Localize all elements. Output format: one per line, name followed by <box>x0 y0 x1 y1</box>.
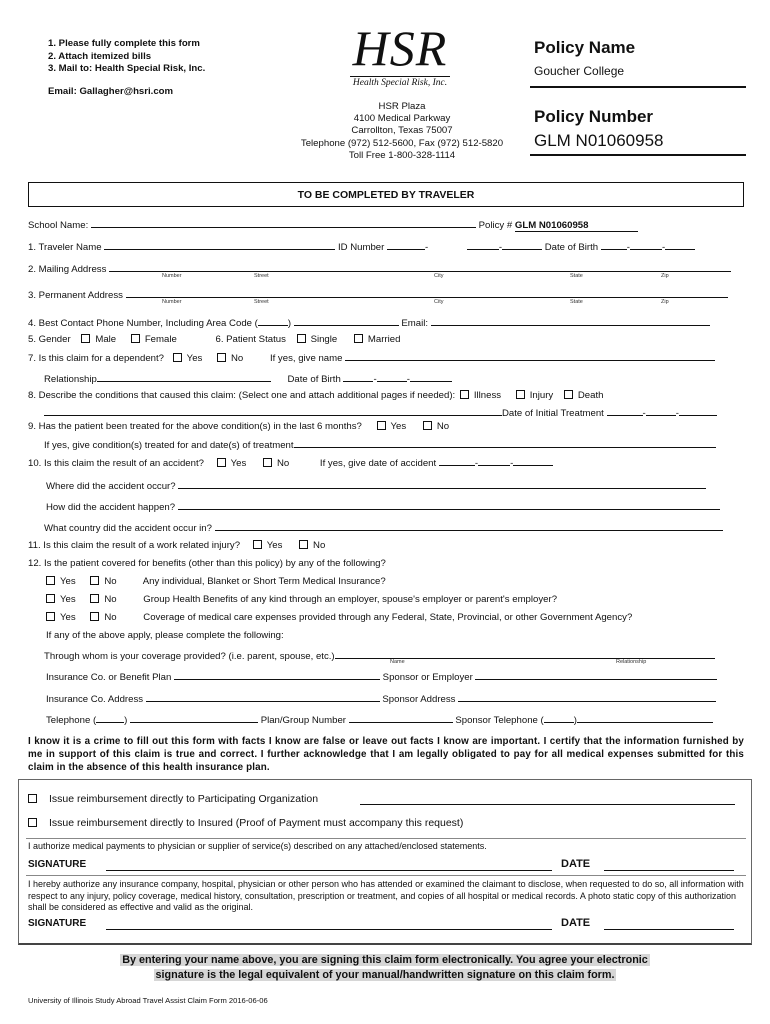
how-row <box>46 500 720 513</box>
if-yes-name-label: If yes, give name <box>269 353 343 364</box>
gender-label: 5. Gender <box>28 334 71 345</box>
phone-input[interactable] <box>294 316 399 326</box>
how-input[interactable] <box>178 500 720 510</box>
yes-label: Yes <box>266 540 283 551</box>
q11-row <box>28 540 325 551</box>
female-checkbox[interactable] <box>131 334 140 343</box>
policy-number-label: Policy Number <box>534 107 654 126</box>
policy-number-value: GLM N01060958 <box>534 131 664 150</box>
reimburse-org-label: Issue reimbursement directly to Participating Organization <box>49 793 319 805</box>
male-label: Male <box>95 334 117 345</box>
address-line: Toll Free 1-800-328-1114 <box>348 149 456 161</box>
insurance-addr-row <box>46 692 716 705</box>
address-line: HSR Plaza <box>378 101 426 112</box>
reimburse-org-row <box>28 793 318 805</box>
death-label: Death <box>577 390 604 401</box>
where-input[interactable] <box>178 479 706 489</box>
addr-sub-city: City <box>434 299 444 305</box>
yes-label: Yes <box>60 612 76 623</box>
insurance-co-input[interactable] <box>174 670 380 680</box>
dob-label: Date of Birth <box>544 242 599 253</box>
sponsor-phone-input[interactable] <box>577 713 713 723</box>
logo-text: HSR <box>352 20 448 76</box>
logo-subtitle: Health Special Risk, Inc. <box>352 78 448 88</box>
mailing-address-input[interactable] <box>109 262 731 272</box>
authorize-payment: I authorize medical payments to physician or supplier of service(s) described on any attached/enclosed statements. <box>28 841 487 851</box>
accident-day[interactable] <box>478 456 510 466</box>
school-name-label: School Name: <box>28 220 89 231</box>
address-line: Telephone (972) 512-5600, Fax (972) 512-5820 <box>300 137 504 149</box>
q12-item-text: Any individual, Blanket or Short Term Medical Insurance? <box>142 576 386 587</box>
addr-sub-state: State <box>570 273 583 279</box>
ins-phone-input[interactable] <box>130 713 258 723</box>
relationship-label: Relationship <box>44 374 97 385</box>
patient-status-label: 6. Patient Status <box>215 334 286 345</box>
relationship-input[interactable] <box>97 372 271 382</box>
date-label-2: DATE <box>561 917 591 929</box>
contact-email: Email: Gallagher@hsri.com <box>48 86 174 97</box>
electronic-line-2: signature is the legal equivalent of your manual/handwritten signature on this claim form. <box>155 969 615 981</box>
q12-item-1 <box>46 576 386 587</box>
sponsor-area-code[interactable] <box>544 713 574 723</box>
accident-month[interactable] <box>439 456 475 466</box>
married-label: Married <box>367 334 401 345</box>
accident-year[interactable] <box>513 456 553 466</box>
married-checkbox[interactable] <box>354 334 363 343</box>
permanent-address-row <box>28 288 728 301</box>
addr-sub-zip: Zip <box>661 273 669 279</box>
addr-sub-city: City <box>434 273 444 279</box>
dependent-name-input[interactable] <box>345 351 715 361</box>
policy-no-label: Policy # <box>478 220 513 231</box>
gender-row <box>28 334 400 345</box>
dependent-dob-month[interactable] <box>343 372 373 382</box>
how-label: How did the accident happen? <box>46 502 176 513</box>
male-checkbox[interactable] <box>81 334 90 343</box>
country-input[interactable] <box>215 521 723 531</box>
hsr-address <box>292 101 512 162</box>
q12-item-text: Group Health Benefits of any kind through an employer, spouse's employer or parent's employer? <box>143 594 558 605</box>
signature-label-2: SIGNATURE <box>28 918 87 929</box>
addr-sub-zip: Zip <box>661 299 669 305</box>
dependent-dob-year[interactable] <box>410 372 452 382</box>
school-name-row <box>28 218 638 232</box>
q12-3-no-checkbox[interactable] <box>90 612 99 621</box>
area-code-input[interactable] <box>258 316 288 326</box>
instruction-1: 1. Please fully complete this form <box>48 38 200 49</box>
footer-text: University of Illinois Study Abroad Travel Assist Claim Form 2016-06-06 <box>28 996 268 1005</box>
addr-sub-number: Number <box>162 273 182 279</box>
q10-yes-checkbox[interactable] <box>217 458 226 467</box>
plan-group-label: Plan/Group Number <box>260 715 347 726</box>
policy-name-label: Policy Name <box>534 38 636 57</box>
country-row <box>44 521 723 534</box>
email-input[interactable] <box>431 316 710 326</box>
sponsor-tel-label: Sponsor Telephone ( <box>455 715 544 726</box>
phone-row: 4. Best Contact Phone Number, Including Area Code ( ) Email: <box>28 316 710 329</box>
reimburse-insured-label: Issue reimbursement directly to Insured (Proof of Payment must accompany this request) <box>49 817 464 829</box>
insurance-co-label: Insurance Co. or Benefit Plan <box>46 672 172 683</box>
mailing-address-label: 2. Mailing Address <box>28 264 107 275</box>
yes-label: Yes <box>60 576 76 587</box>
yes-label: Yes <box>230 458 247 469</box>
school-name-input[interactable] <box>91 218 476 228</box>
no-label: No <box>104 576 117 587</box>
hsr-logo <box>346 22 454 94</box>
q11-yes-checkbox[interactable] <box>253 540 262 549</box>
electronic-line-1: By entering your name above, you are signing this claim form electronically. You agree your electronic <box>122 954 648 966</box>
no-label: No <box>104 594 117 605</box>
through-whom-row <box>44 649 715 662</box>
sponsor-input[interactable] <box>475 670 717 680</box>
instruction-2: 2. Attach itemized bills <box>48 50 152 62</box>
date-label-1: DATE <box>561 858 591 870</box>
relationship-sub: Relationship <box>616 659 647 665</box>
yes-label: Yes <box>186 353 203 364</box>
through-whom-input[interactable] <box>335 649 715 659</box>
through-whom-label: Through whom is your coverage provided? (i.e. parent, spouse, etc.) <box>44 651 335 662</box>
no-label: No <box>276 458 290 469</box>
permanent-address-input[interactable] <box>126 288 728 298</box>
email-label: Email: <box>401 318 429 329</box>
sponsor-label: Sponsor or Employer <box>382 672 473 683</box>
q8-label: 8. Describe the conditions that caused this claim: (Select one and attach additional pages if needed): <box>28 390 456 401</box>
policy-number-rule <box>530 154 746 156</box>
female-label: Female <box>144 334 177 345</box>
q9-row <box>28 421 449 432</box>
insurance-addr-input[interactable] <box>146 692 380 702</box>
single-label: Single <box>310 334 338 345</box>
policy-name-value: Goucher College <box>534 64 625 78</box>
illness-label: Illness <box>473 390 502 401</box>
treatment-year[interactable] <box>679 406 717 416</box>
q9-no-checkbox[interactable] <box>423 421 432 430</box>
where-row <box>46 479 706 492</box>
id-number-input-1[interactable] <box>387 240 425 250</box>
q9-yes-checkbox[interactable] <box>377 421 386 430</box>
address-line: Carrollton, Texas 75007 <box>351 125 453 137</box>
injury-checkbox[interactable] <box>516 390 525 399</box>
q12-2-no-checkbox[interactable] <box>90 594 99 603</box>
addr-sub-street: Street <box>254 273 269 279</box>
sponsor-addr-input[interactable] <box>458 692 716 702</box>
dob-day[interactable] <box>630 240 662 250</box>
insurance-addr-label: Insurance Co. Address <box>46 694 144 705</box>
q10-row: 10. Is this claim the result of an accident? Yes No If yes, give date of accident - - <box>28 456 553 469</box>
q11-label: 11. Is this claim the result of a work related injury? <box>28 540 241 551</box>
q12-item-text: Coverage of medical care expenses provided through any Federal, State, Provincial, or other Government Agency? <box>143 612 633 623</box>
dob-month[interactable] <box>601 240 627 250</box>
relationship-row: Relationship Date of Birth - - <box>44 372 452 385</box>
permanent-address-label: 3. Permanent Address <box>28 290 123 301</box>
q8-row <box>28 390 603 401</box>
divider <box>26 875 746 876</box>
q12-item-2 <box>46 594 557 605</box>
date-input-2[interactable] <box>604 919 734 930</box>
q12-1-yes-checkbox[interactable] <box>46 576 55 585</box>
signature-input-2[interactable] <box>106 919 552 930</box>
instructions <box>48 38 205 76</box>
q12-2-yes-checkbox[interactable] <box>46 594 55 603</box>
treatment-day[interactable] <box>646 406 676 416</box>
telephone-label: Telephone ( <box>46 715 97 726</box>
section-title: TO BE COMPLETED BY TRAVELER <box>28 182 744 207</box>
phone-label: 4. Best Contact Phone Number, Including Area Code ( <box>28 318 258 329</box>
traveler-name-input[interactable] <box>104 240 335 250</box>
dob-year[interactable] <box>665 240 695 250</box>
q10-date-label: If yes, give date of accident <box>319 458 437 469</box>
q12-3-yes-checkbox[interactable] <box>46 612 55 621</box>
id-number-label: ID Number <box>337 242 385 253</box>
sponsor-addr-label: Sponsor Address <box>382 694 456 705</box>
no-label: No <box>231 353 244 364</box>
instruction-3: 3. Mail to: Health Special Risk, Inc. <box>48 63 206 74</box>
signature-input-1[interactable] <box>106 860 552 871</box>
id-number-input-2[interactable] <box>467 240 499 250</box>
reimburse-org-checkbox[interactable] <box>28 794 37 803</box>
dependent-row <box>28 351 715 364</box>
divider <box>26 838 746 839</box>
traveler-row: 1. Traveler Name ID Number - - Date of Birth - - <box>28 240 695 253</box>
q12-1-no-checkbox[interactable] <box>90 576 99 585</box>
dependent-no-checkbox[interactable] <box>217 353 226 362</box>
q9-conditions-input[interactable] <box>294 438 716 448</box>
id-number-input-3[interactable] <box>502 240 542 250</box>
injury-label: Injury <box>529 390 554 401</box>
dependent-dob-label: Date of Birth <box>287 374 341 385</box>
traveler-name-label: 1. Traveler Name <box>28 242 102 253</box>
policy-no-value: GLM N01060958 <box>515 220 638 232</box>
reimburse-insured-checkbox[interactable] <box>28 818 37 827</box>
q10-no-checkbox[interactable] <box>263 458 272 467</box>
addr-sub-state: State <box>570 299 583 305</box>
telephone-row: Telephone ( ) Plan/Group Number Sponsor Telephone ( ) <box>46 713 713 726</box>
no-label: No <box>313 540 326 551</box>
date-treatment-label: Date of Initial Treatment <box>502 408 604 419</box>
ins-area-code[interactable] <box>96 713 124 723</box>
yes-label: Yes <box>390 421 407 432</box>
treatment-date-row: Date of Initial Treatment - - <box>44 406 717 419</box>
dependent-yes-checkbox[interactable] <box>173 353 182 362</box>
policy-name-rule <box>530 86 746 88</box>
country-label: What country did the accident occur in? <box>44 523 212 534</box>
addr-sub-number: Number <box>162 299 182 305</box>
q9-sub-label: If yes, give condition(s) treated for and date(s) of treatment <box>44 440 294 451</box>
insurance-co-row <box>46 670 717 683</box>
single-checkbox[interactable] <box>297 334 306 343</box>
reimburse-insured-row <box>28 817 463 829</box>
signature-label-1: SIGNATURE <box>28 859 87 870</box>
authorize-release: I hereby authorize any insurance company, hospital, physician or other person who has attended or examined the claimant to disclose, when requested to do so, all information with respect to any injury, policy coverage, medical history, consultation, prescription or treatment, and copies of all hospital or medical records. A photo static copy of this authorization shall be considered as effective and valid as the original. <box>28 879 744 913</box>
addr-sub-street: Street <box>254 299 269 305</box>
q12-label: 12. Is the patient covered for benefits (other than this policy) by any of the following? <box>28 558 386 569</box>
no-label: No <box>436 421 450 432</box>
conditions-input[interactable] <box>44 406 502 416</box>
certification-text: I know it is a crime to fill out this form with facts I know are false or leave out facts I know are important. I certify that the information furnished by me in support of this claim is true and correct. I further acknowledge that I am legally obligated to pay for all medical expenses submitted for this claim in the absence of this health insurance plan. <box>28 736 744 774</box>
date-input-1[interactable] <box>604 860 734 871</box>
name-sub: Name <box>390 659 405 665</box>
dependent-dob-day[interactable] <box>377 372 407 382</box>
q11-no-checkbox[interactable] <box>299 540 308 549</box>
address-line: 4100 Medical Parkway <box>353 113 451 125</box>
treatment-month[interactable] <box>607 406 643 416</box>
no-label: No <box>104 612 117 623</box>
mailing-address-row <box>28 262 731 275</box>
organization-input[interactable] <box>360 794 735 805</box>
q10-label: 10. Is this claim the result of an accident? <box>28 458 204 469</box>
where-label: Where did the accident occur? <box>46 481 176 492</box>
q12-apply: If any of the above apply, please complete the following: <box>46 630 284 641</box>
electronic-notice <box>0 953 770 983</box>
dependent-label: 7. Is this claim for a dependent? <box>28 353 164 364</box>
illness-checkbox[interactable] <box>460 390 469 399</box>
q12-item-3 <box>46 612 632 623</box>
q9-sub-row <box>44 438 716 451</box>
yes-label: Yes <box>60 594 76 605</box>
plan-group-input[interactable] <box>349 713 453 723</box>
death-checkbox[interactable] <box>564 390 573 399</box>
q9-label: 9. Has the patient been treated for the above condition(s) in the last 6 months? <box>28 421 362 432</box>
